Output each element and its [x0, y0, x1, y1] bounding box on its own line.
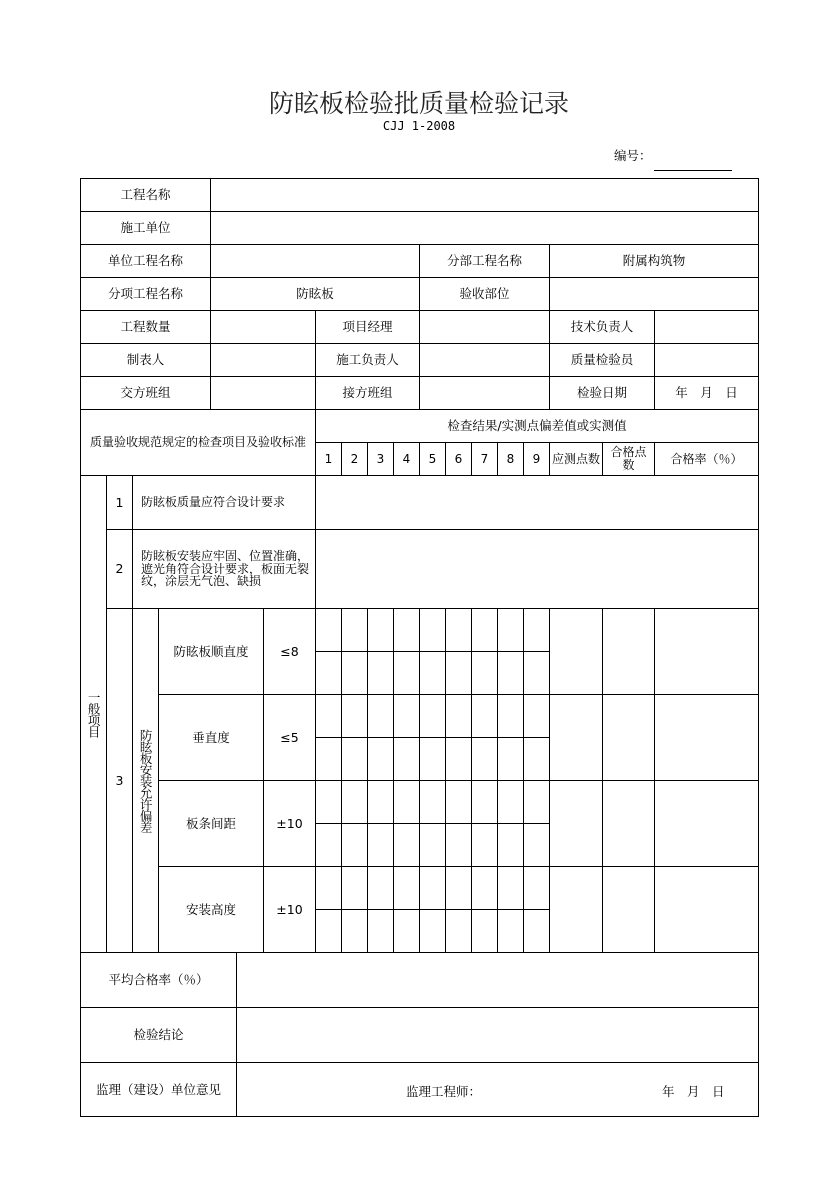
handover-team-label: 交方班组	[80, 376, 211, 410]
qualified-points-cell[interactable]	[602, 780, 655, 867]
measurement-cell[interactable]	[471, 737, 498, 781]
standard-code: CJJ 1-2008	[382, 119, 456, 133]
tech-lead-label: 技术负责人	[549, 310, 655, 344]
point-header: 3	[367, 442, 394, 476]
page-title: 防眩板检验批质量检验记录	[268, 89, 569, 118]
measurement-cell[interactable]	[471, 694, 498, 738]
measurement-cell[interactable]	[367, 866, 394, 910]
item-text: 防眩板质量应符合设计要求	[132, 475, 316, 530]
measurement-cell[interactable]	[315, 608, 342, 652]
item-number: 3	[106, 608, 133, 953]
division-project-label: 分部工程名称	[419, 244, 550, 278]
measurement-cell[interactable]	[497, 694, 524, 738]
record-number-field[interactable]	[654, 170, 732, 171]
measurement-cell[interactable]	[497, 866, 524, 910]
acceptance-part-field[interactable]	[549, 277, 759, 311]
measurement-cell[interactable]	[367, 737, 394, 781]
quality-inspector-field[interactable]	[654, 343, 759, 377]
measurement-cell[interactable]	[497, 651, 524, 695]
item-result-field[interactable]	[315, 529, 759, 609]
item-text: 防眩板安装应牢固、位置准确，遮光角符合设计要求，板面无裂纹，涂层无气泡、缺损	[132, 529, 316, 609]
measurement-cell[interactable]	[393, 823, 420, 867]
project-manager-field[interactable]	[419, 310, 550, 344]
measurement-cell[interactable]	[393, 737, 420, 781]
quality-inspector-label: 质量检验员	[549, 343, 655, 377]
measurement-cell[interactable]	[393, 866, 420, 910]
measurement-cell[interactable]	[445, 694, 472, 738]
should-measure-cell[interactable]	[549, 866, 603, 953]
measurement-cell[interactable]	[419, 608, 446, 652]
measurement-cell[interactable]	[393, 909, 420, 953]
sub-project-value[interactable]: 防眩板	[210, 277, 420, 311]
measurement-cell[interactable]	[445, 651, 472, 695]
measurement-cell[interactable]	[419, 866, 446, 910]
unit-project-label: 单位工程名称	[80, 244, 211, 278]
point-header: 1	[315, 442, 342, 476]
measurement-cell[interactable]	[497, 608, 524, 652]
measurement-cell[interactable]	[471, 651, 498, 695]
measurement-cell[interactable]	[393, 694, 420, 738]
qualified-points-header: 合格点数	[602, 442, 655, 476]
measurement-cell[interactable]	[341, 651, 368, 695]
deviation-name: 板条间距	[158, 780, 264, 867]
point-header: 8	[497, 442, 524, 476]
item-number: 2	[106, 529, 133, 609]
pass-rate-cell[interactable]	[654, 694, 759, 781]
deviation-name: 安装高度	[158, 866, 264, 953]
point-header: 6	[445, 442, 472, 476]
construction-unit-field[interactable]	[210, 211, 759, 245]
measurement-cell[interactable]	[445, 608, 472, 652]
supervisor-engineer-label: 监理工程师：	[406, 1084, 482, 1099]
measurement-cell[interactable]	[523, 823, 550, 867]
measurement-cell[interactable]	[419, 780, 446, 824]
inspection-date-label: 检验日期	[549, 376, 655, 410]
deviation-name: 垂直度	[158, 694, 264, 781]
measurement-cell[interactable]	[393, 608, 420, 652]
pass-rate-cell[interactable]	[654, 780, 759, 867]
measurement-cell[interactable]	[315, 780, 342, 824]
unit-project-field[interactable]	[210, 244, 420, 278]
deviation-tolerance: ±10	[263, 866, 316, 953]
should-measure-cell[interactable]	[549, 780, 603, 867]
tabulator-label: 制表人	[80, 343, 211, 377]
sub-project-label: 分项工程名称	[80, 277, 211, 311]
inspection-date-field[interactable]: 年 月 日	[654, 376, 759, 410]
measurement-cell[interactable]	[445, 780, 472, 824]
measurement-cell[interactable]	[367, 909, 394, 953]
pass-rate-cell[interactable]	[654, 608, 759, 695]
item-result-field[interactable]	[315, 475, 759, 530]
measurement-cell[interactable]	[367, 651, 394, 695]
measurement-cell[interactable]	[445, 866, 472, 910]
supervision-date: 年 月 日	[662, 1084, 725, 1099]
pass-rate-cell[interactable]	[654, 866, 759, 953]
measurement-cell[interactable]	[341, 608, 368, 652]
receiving-team-field[interactable]	[419, 376, 550, 410]
measurement-cell[interactable]	[471, 866, 498, 910]
measurement-cell[interactable]	[315, 823, 342, 867]
measurement-cell[interactable]	[419, 737, 446, 781]
qualified-points-cell[interactable]	[602, 866, 655, 953]
division-project-value[interactable]: 附属构筑物	[549, 244, 759, 278]
quantity-label: 工程数量	[80, 310, 211, 344]
quantity-field[interactable]	[210, 310, 316, 344]
measurement-cell[interactable]	[523, 608, 550, 652]
measurement-cell[interactable]	[523, 694, 550, 738]
deviation-tolerance: ±10	[263, 780, 316, 867]
point-header: 4	[393, 442, 420, 476]
deviation-tolerance: ≤8	[263, 608, 316, 695]
measurement-cell[interactable]	[419, 694, 446, 738]
measurement-cell[interactable]	[419, 909, 446, 953]
qualified-points-cell[interactable]	[602, 608, 655, 695]
measurement-cell[interactable]	[471, 608, 498, 652]
measurement-cell[interactable]	[471, 780, 498, 824]
item-text: 防眩板安装允许偏差	[132, 608, 159, 953]
criteria-header: 质量验收规范规定的检查项目及验收标准	[80, 409, 316, 476]
point-header: 9	[523, 442, 550, 476]
measurement-cell[interactable]	[497, 780, 524, 824]
pass-rate-header: 合格率（％）	[654, 442, 759, 476]
measurement-cell[interactable]	[315, 866, 342, 910]
should-measure-cell[interactable]	[549, 694, 603, 781]
results-header: 检查结果/实测点偏差值或实测值	[315, 409, 759, 443]
qualified-points-cell[interactable]	[602, 694, 655, 781]
project-name-field[interactable]	[210, 178, 759, 212]
measurement-cell[interactable]	[523, 737, 550, 781]
measurement-cell[interactable]	[315, 909, 342, 953]
measurement-cell[interactable]	[497, 909, 524, 953]
measurement-cell[interactable]	[341, 780, 368, 824]
construction-lead-label: 施工负责人	[315, 343, 420, 377]
measurement-cell[interactable]	[419, 651, 446, 695]
measurement-cell[interactable]	[367, 780, 394, 824]
measurement-cell[interactable]	[341, 737, 368, 781]
measurement-cell[interactable]	[523, 909, 550, 953]
supervision-label: 监理（建设）单位意见	[80, 1062, 237, 1117]
measurement-cell[interactable]	[341, 694, 368, 738]
tabulator-field[interactable]	[210, 343, 316, 377]
deviation-tolerance: ≤5	[263, 694, 316, 781]
conclusion-label: 检验结论	[80, 1007, 237, 1063]
measurement-cell[interactable]	[341, 909, 368, 953]
record-number-label: 编号：	[614, 148, 652, 163]
construction-unit-label: 施工单位	[80, 211, 211, 245]
measurement-cell[interactable]	[367, 608, 394, 652]
deviation-name: 防眩板顺直度	[158, 608, 264, 695]
measurement-cell[interactable]	[523, 651, 550, 695]
general-items-label: 一般项目	[80, 475, 107, 953]
measurement-cell[interactable]	[523, 780, 550, 824]
avg-pass-rate-label: 平均合格率（％）	[80, 952, 237, 1008]
conclusion-field[interactable]	[236, 1007, 759, 1063]
measurement-cell[interactable]	[367, 694, 394, 738]
measurement-cell[interactable]	[393, 651, 420, 695]
measurement-cell[interactable]	[445, 737, 472, 781]
measurement-cell[interactable]	[445, 909, 472, 953]
project-manager-label: 项目经理	[315, 310, 420, 344]
avg-pass-rate-field[interactable]	[236, 952, 759, 1008]
point-header: 7	[471, 442, 498, 476]
measurement-cell[interactable]	[471, 909, 498, 953]
measurement-cell[interactable]	[341, 866, 368, 910]
measurement-cell[interactable]	[393, 780, 420, 824]
measurement-cell[interactable]	[315, 694, 342, 738]
handover-team-field[interactable]	[210, 376, 316, 410]
measurement-cell[interactable]	[523, 866, 550, 910]
measurement-cell[interactable]	[419, 823, 446, 867]
point-header: 2	[341, 442, 368, 476]
construction-lead-field[interactable]	[419, 343, 550, 377]
point-header: 5	[419, 442, 446, 476]
item-number: 1	[106, 475, 133, 530]
should-measure-cell[interactable]	[549, 608, 603, 695]
measurement-cell[interactable]	[497, 823, 524, 867]
tech-lead-field[interactable]	[654, 310, 759, 344]
measurement-cell[interactable]	[471, 823, 498, 867]
measurement-cell[interactable]	[445, 823, 472, 867]
receiving-team-label: 接方班组	[315, 376, 420, 410]
measurement-cell[interactable]	[315, 737, 342, 781]
should-measure-header: 应测点数	[549, 442, 603, 476]
measurement-cell[interactable]	[497, 737, 524, 781]
measurement-cell[interactable]	[341, 823, 368, 867]
measurement-cell[interactable]	[367, 823, 394, 867]
project-name-label: 工程名称	[80, 178, 211, 212]
measurement-cell[interactable]	[315, 651, 342, 695]
acceptance-part-label: 验收部位	[419, 277, 550, 311]
